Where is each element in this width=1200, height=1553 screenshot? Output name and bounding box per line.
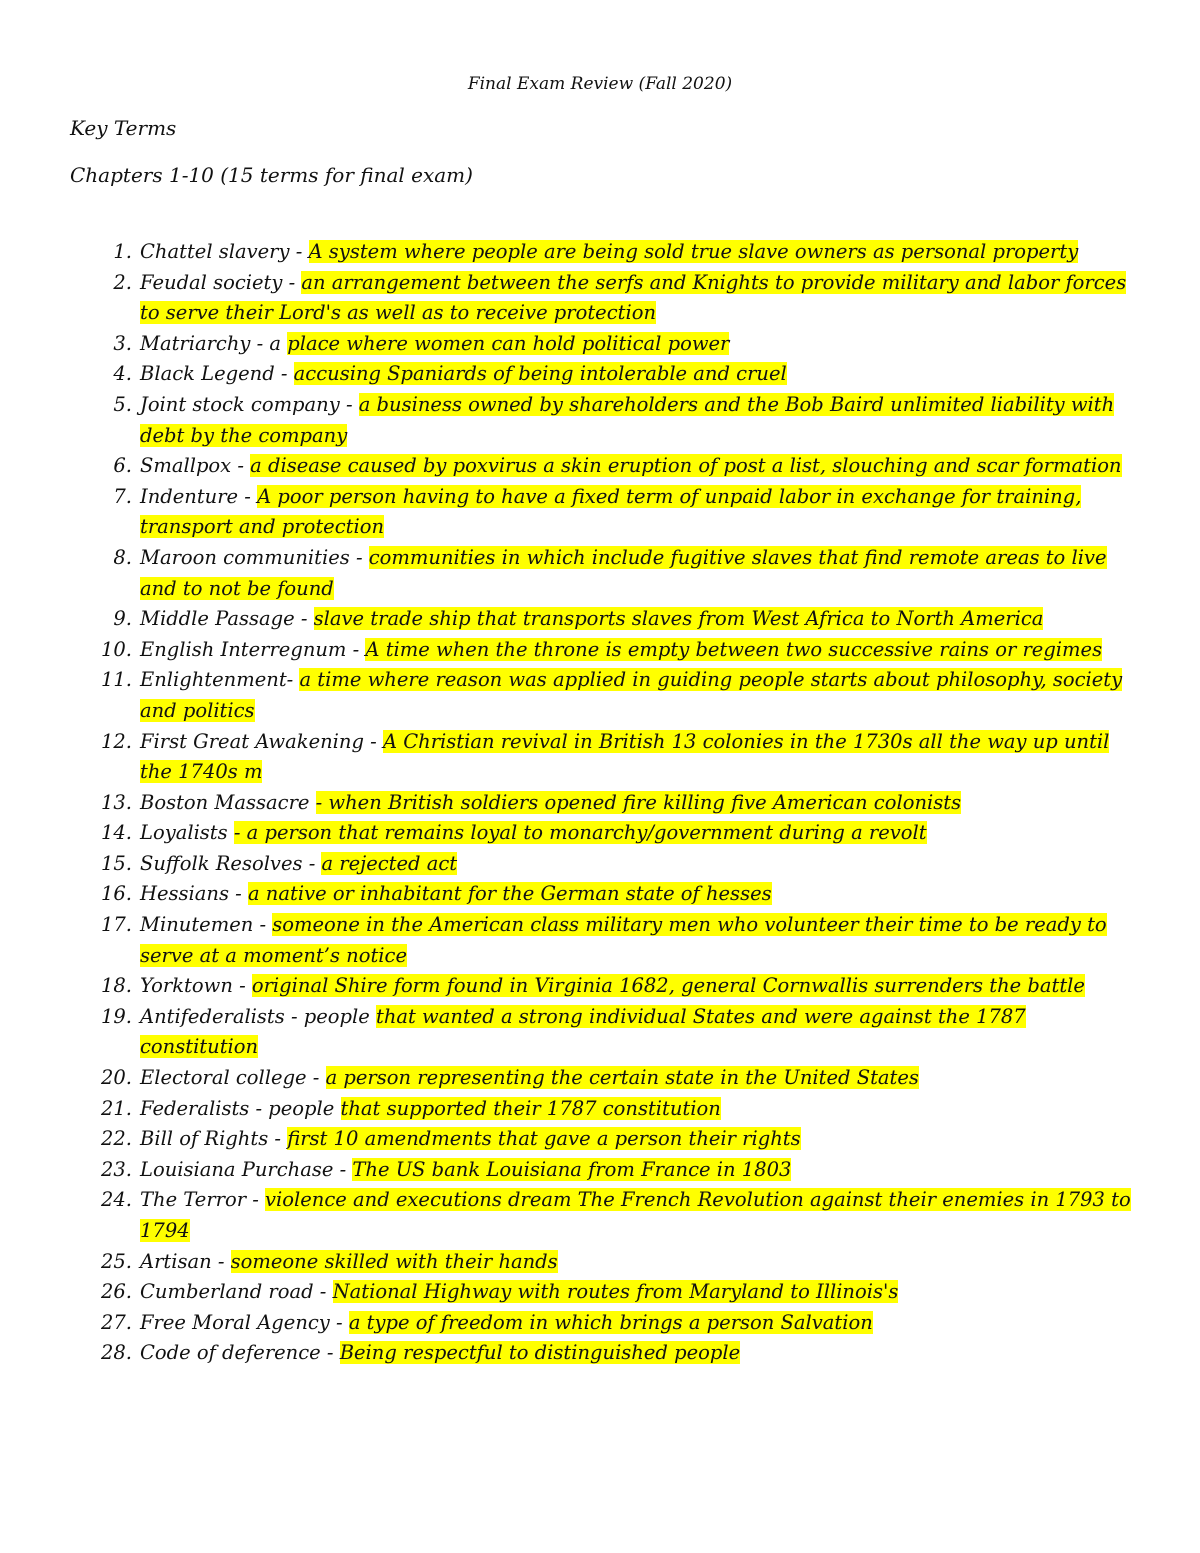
term-definition: someone skilled with their hands — [230, 1249, 558, 1273]
term-label: Feudal society - — [140, 270, 302, 294]
term-definition: - when British soldiers opened fire killing five American colonists — [315, 790, 962, 814]
term-number: 1. — [113, 240, 132, 263]
list-item — [0, 635, 1140, 666]
term-number: 12. — [100, 729, 132, 753]
list-item — [0, 971, 1140, 1002]
term-number: 17. — [100, 913, 132, 937]
term-definition: communities in which include fugitive slaves that find remote areas to live and to not be found — [140, 545, 1107, 600]
term-number: 18. — [100, 974, 132, 998]
term-definition: violence and executions dream The French Revolution against their enemies in 1793 to 1794 — [140, 1188, 1131, 1242]
term-number: 4. — [113, 362, 132, 386]
term-definition: a type of freedom in which brings a person Salvation — [348, 1310, 873, 1334]
list-item — [0, 1063, 1140, 1094]
term-definition: accusing Spaniards of being intolerable and cruel — [293, 362, 787, 386]
term-number: 8. — [113, 545, 132, 569]
term-definition: place where women can hold political power — [287, 331, 730, 355]
term-number: 24. — [100, 1188, 132, 1212]
list-item — [0, 543, 1140, 604]
term-number: 20. — [100, 1066, 132, 1090]
term-label: Matriarchy - a — [140, 331, 288, 355]
term-definition: a person representing the certain state in the United States — [325, 1066, 919, 1090]
term-definition: The US bank Louisiana from France in 1803 — [352, 1157, 792, 1181]
term-definition: first 10 amendments that gave a person their rights — [287, 1127, 801, 1151]
term-number: 27. — [100, 1310, 132, 1334]
chapters-subheading: Chapters 1-10 (15 terms for final exam) — [70, 163, 473, 187]
term-number: 23. — [100, 1157, 132, 1181]
term-number: 28. — [100, 1341, 132, 1365]
term-number: 19. — [100, 1004, 132, 1028]
term-label: Artisan - — [140, 1249, 231, 1273]
term-label: First Great Awakening - — [140, 729, 383, 753]
term-number: 13. — [100, 790, 132, 814]
list-item — [0, 1124, 1140, 1155]
list-item — [0, 1155, 1140, 1186]
term-definition: a rejected act — [321, 851, 458, 875]
term-label: Suffolk Resolves - — [140, 851, 322, 875]
term-number: 5. — [113, 392, 132, 416]
list-item — [0, 604, 1140, 635]
term-definition: a time where reason was applied in guiding people starts about philosophy, society and politics — [140, 668, 1123, 722]
list-item — [0, 1338, 1140, 1369]
list-item — [0, 910, 1140, 971]
term-definition: a disease caused by poxvirus a skin eruption of post a list, slouching and scar formation — [250, 454, 1122, 478]
term-number: 10. — [100, 637, 132, 661]
list-item — [0, 329, 1140, 360]
term-label: Federalists - people — [140, 1096, 341, 1120]
term-number: 3. — [113, 331, 132, 355]
list-item — [0, 849, 1140, 880]
term-label: Smallpox - — [140, 454, 251, 478]
term-label: Boston Massacre — [140, 790, 316, 814]
term-definition: - a person that remains loyal to monarchy/government during a revolt — [233, 821, 927, 845]
term-number: 15. — [100, 851, 132, 875]
document-title: Final Exam Review (Fall 2020) — [467, 74, 733, 94]
term-label: English Interregnum - — [140, 637, 366, 661]
list-item — [0, 1094, 1140, 1125]
term-definition: an arrangement between the serfs and Knights to provide military and labor forces to serve their Lord's as well as to receive protection — [140, 270, 1127, 325]
term-definition: slave trade ship that transports slaves from West Africa to North America — [313, 607, 1044, 631]
list-item — [0, 1002, 1140, 1063]
term-label: Yorktown - — [140, 974, 252, 998]
term-number: 11. — [100, 668, 132, 692]
term-definition: someone in the American class military men who volunteer their time to be ready to serve at a moment’s notice — [140, 913, 1107, 967]
term-label: Indenture - — [140, 484, 258, 508]
term-label: Code of deference - — [140, 1341, 340, 1365]
term-label: Louisiana Purchase - — [140, 1157, 353, 1181]
list-item — [0, 1185, 1140, 1246]
list-item — [0, 665, 1140, 726]
term-number: 21. — [100, 1096, 132, 1120]
list-item — [0, 788, 1140, 819]
list-item — [0, 268, 1140, 329]
term-definition: A poor person having to have a fixed term of unpaid labor in exchange for training, transport and protection — [140, 484, 1082, 539]
term-definition: a native or inhabitant for the German state of hesses — [247, 882, 772, 906]
list-item — [0, 818, 1140, 849]
key-terms-list — [0, 237, 1200, 1369]
term-label: Middle Passage - — [140, 607, 314, 631]
list-item — [0, 237, 1140, 268]
list-item — [0, 482, 1140, 543]
term-label: The Terror - — [140, 1188, 266, 1212]
term-label: Minutemen - — [140, 913, 273, 937]
term-label: Bill of Rights - — [140, 1127, 288, 1151]
list-item — [0, 390, 1140, 451]
term-label: Loyalists — [140, 821, 234, 845]
term-definition: that wanted a strong individual States and were against the 1787 constitution — [140, 1004, 1026, 1059]
term-definition: a business owned by shareholders and the Bob Baird unlimited liability with debt by the company — [140, 392, 1115, 447]
term-number: 26. — [100, 1280, 132, 1304]
list-item — [0, 879, 1140, 910]
term-number: 9. — [113, 607, 132, 631]
list-item — [0, 1308, 1140, 1339]
term-label: Free Moral Agency - — [140, 1310, 349, 1334]
term-definition: National Highway with routes from Maryland to Illinois's — [332, 1280, 899, 1304]
term-label: Joint stock company - — [140, 392, 359, 416]
term-label: Chattel slavery - — [140, 240, 309, 263]
term-number: 14. — [100, 821, 132, 845]
term-definition: A time when the throne is empty between two successive rains or regimes — [365, 637, 1103, 661]
term-label: Antifederalists - people — [140, 1004, 376, 1028]
term-number: 16. — [100, 882, 132, 906]
term-definition: that supported their 1787 constitution — [340, 1096, 721, 1120]
list-item — [0, 727, 1140, 788]
term-label: Black Legend - — [140, 362, 294, 386]
list-item — [0, 451, 1140, 482]
term-number: 2. — [113, 270, 132, 294]
term-number: 6. — [113, 454, 132, 478]
list-item — [0, 359, 1140, 390]
term-number: 22. — [100, 1127, 132, 1151]
term-number: 7. — [113, 484, 132, 508]
list-item — [0, 1247, 1140, 1278]
term-definition: A Christian revival in British 13 colonies in the 1730s all the way up until the 1740s m — [140, 729, 1110, 784]
term-label: Maroon communities - — [140, 545, 369, 569]
term-label: Hessians - — [140, 882, 248, 906]
term-definition: Being respectful to distinguished people — [339, 1341, 741, 1365]
section-heading: Key Terms — [70, 116, 177, 140]
term-label: Enlightenment- — [140, 668, 300, 692]
term-label: Electoral college - — [140, 1066, 326, 1090]
term-label: Cumberland road - — [140, 1280, 333, 1304]
term-definition: A system where people are being sold true slave owners as personal property — [308, 240, 1079, 263]
term-definition: original Shire form found in Virginia 1682, general Cornwallis surrenders the battle — [251, 974, 1085, 998]
term-number: 25. — [100, 1249, 132, 1273]
list-item — [0, 1277, 1140, 1308]
